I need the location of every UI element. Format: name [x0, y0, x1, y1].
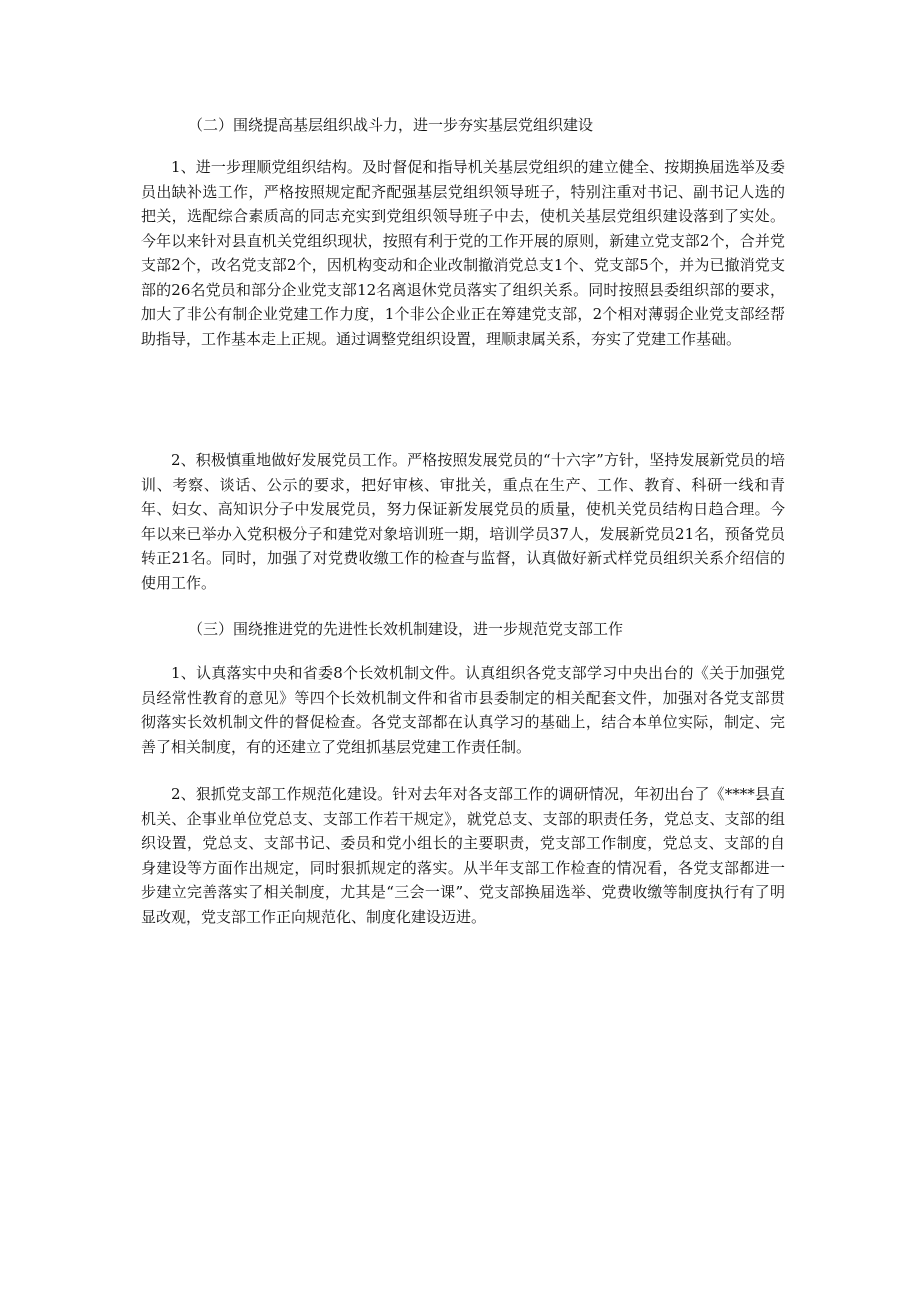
section-two-paragraph-1: 1、进一步理顺党组织结构。及时督促和指导机关基层党组织的建立健全、按期换届选举及委员出缺补选工作，严格按照规定配齐配强基层党组织领导班子，特别注重对书记、副书记人选的把关，选配综合素质高的同志充实到党组织领导班子中去，使机关基层党组织建设落到了实处。今年以来针对县直机关党组织现状，按照有利于党的工作开展的原则，新建立党支部2个，合并党支部2个，改名党支部2个，因机构变动和企业改制撤消党总支1个、党支部5个，并为已撤消党支部的26名党员和部分企业党支部12名离退休党员落实了组织关系。同时按照县委组织部的要求，加大了非公有制企业党建工作力度，1个非公企业正在筹建党支部，2个相对薄弱企业党支部经帮助指导，工作基本走上正规。通过调整党组织设置，理顺隶属关系，夯实了党建工作基础。	[141, 158, 785, 348]
section-three-paragraph-1: 1、认真落实中央和省委8个长效机制文件。认真组织各党支部学习中央出台的《关于加强党员经常性教育的意见》等四个长效机制文件和省市县委制定的相关配套文件，加强对各党支部贯彻落实长效机制文件的督促检查。各党支部都在认真学习的基础上，结合本单位实际，制定、完善了相关制度，有的还建立了党组抓基层党建工作责任制。	[141, 664, 785, 756]
section-two-paragraph-2: 2、积极慎重地做好发展党员工作。严格按照发展党员的“十六字”方针，坚持发展新党员的培训、考察、谈话、公示的要求，把好审核、审批关，重点在生产、工作、教育、科研一线和青年、妇女、高知识分子中发展党员，努力保证新发展党员的质量，使机关党员结构日趋合理。今年以来已举办入党积极分子和建党对象培训班一期，培训学员37人，发展新党员21名，预备党员转正21名。同时，加强了对党费收缴工作的检查与监督，认真做好新式样党员组织关系介绍信的使用工作。	[141, 451, 785, 592]
section-three-paragraph-2: 2、狠抓党支部工作规范化建设。针对去年对各支部工作的调研情况，年初出台了《****县直机关、企事业单位党总支、支部工作若干规定》，就党总支、支部的职责任务，党总支、支部的组织设置，党总支、支部书记、委员和党小组长的主要职责，党支部工作制度，党总支、支部的自身建设等方面作出规定，同时狠抓规定的落实。从半年支部工作检查的情况看，各党支部都进一步建立完善落实了相关制度，尤其是“三会一课”、党支部换届选举、党费收缴等制度执行有了明显改观，党支部工作正向规范化、制度化建设迈进。	[141, 785, 785, 926]
section-three-heading: （三）围绕推进党的先进性长效机制建设，进一步规范党支部工作	[188, 620, 624, 638]
section-two-heading: （二）围绕提高基层组织战斗力，进一步夯实基层党组织建设	[188, 116, 594, 134]
